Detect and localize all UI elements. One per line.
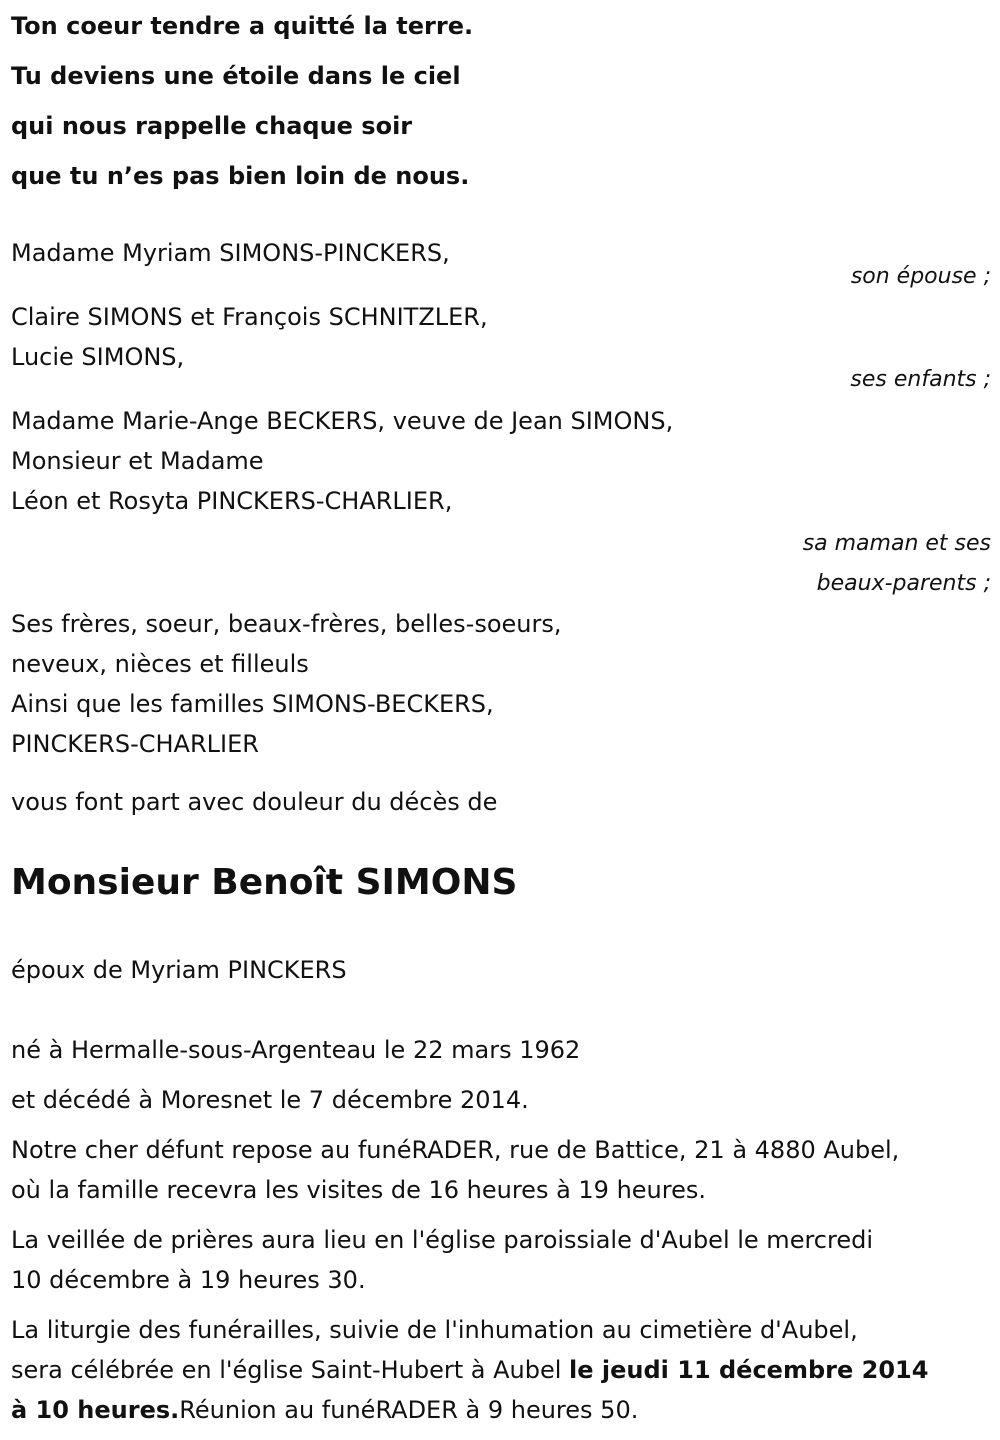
poem xyxy=(11,1,991,201)
children-role: ses enfants ; xyxy=(850,367,991,392)
relatives-line: PINCKERS-CHARLIER xyxy=(11,730,259,758)
funeral-line xyxy=(11,1350,996,1390)
spouse-role: son épouse ; xyxy=(850,264,991,289)
deceased-name: Monsieur Benoît SIMONS xyxy=(11,862,518,903)
parents-role: sa maman et ses xyxy=(802,531,991,556)
funeral-line: La liturgie des funérailles, suivie de l'inhumation au cimetière d'Aubel, xyxy=(11,1316,858,1344)
poem-line: Tu deviens une étoile dans le ciel xyxy=(11,62,461,90)
rest-line: Notre cher défunt repose au funéRADER, rue de Battice, 21 à 4880 Aubel, xyxy=(11,1136,900,1164)
details xyxy=(11,1030,996,1430)
poem-line: Ton coeur tendre a quitté la terre. xyxy=(11,12,474,40)
parents-role: beaux-parents ; xyxy=(816,571,991,596)
funeral-text: sera célébrée en l'église Saint-Hubert à Aubel xyxy=(11,1356,570,1384)
relatives-line: neveux, nièces et filleuls xyxy=(11,650,309,678)
funeral-date: le jeudi 11 décembre 2014 xyxy=(569,1356,929,1384)
obituary-page xyxy=(11,0,991,1424)
poem-line: que tu n’es pas bien loin de nous. xyxy=(11,162,470,190)
parent-name: Madame Marie-Ange BECKERS, veuve de Jean SIMONS, xyxy=(11,407,674,435)
parent-name: Léon et Rosyta PINCKERS-CHARLIER, xyxy=(11,487,453,515)
vigil-line: La veillée de prières aura lieu en l'église paroissiale d'Aubel le mercredi xyxy=(11,1226,873,1254)
child-name: Claire SIMONS et François SCHNITZLER, xyxy=(11,303,488,331)
spouse-of: époux de Myriam PINCKERS xyxy=(11,956,347,984)
child-name: Lucie SIMONS, xyxy=(11,343,185,371)
vigil-line: 10 décembre à 19 heures 30. xyxy=(11,1266,366,1294)
poem-line: qui nous rappelle chaque soir xyxy=(11,112,413,140)
funeral-time: à 10 heures. xyxy=(11,1396,180,1424)
parent-name: Monsieur et Madame xyxy=(11,447,264,475)
spouse-name: Madame Myriam SIMONS-PINCKERS, xyxy=(11,239,450,267)
announcement: vous font part avec douleur du décès de xyxy=(11,788,498,816)
family-list xyxy=(11,233,991,764)
relatives-line: Ses frères, soeur, beaux-frères, belles-soeurs, xyxy=(11,610,562,638)
funeral-line xyxy=(11,1390,996,1430)
death-line: et décédé à Moresnet le 7 décembre 2014. xyxy=(11,1086,529,1114)
rest-line: où la famille recevra les visites de 16 heures à 19 heures. xyxy=(11,1176,707,1204)
meeting-text: Réunion au funéRADER à 9 heures 50. xyxy=(179,1396,639,1424)
birth-line: né à Hermalle-sous-Argenteau le 22 mars 1962 xyxy=(11,1036,581,1064)
relatives-line: Ainsi que les familles SIMONS-BECKERS, xyxy=(11,690,494,718)
